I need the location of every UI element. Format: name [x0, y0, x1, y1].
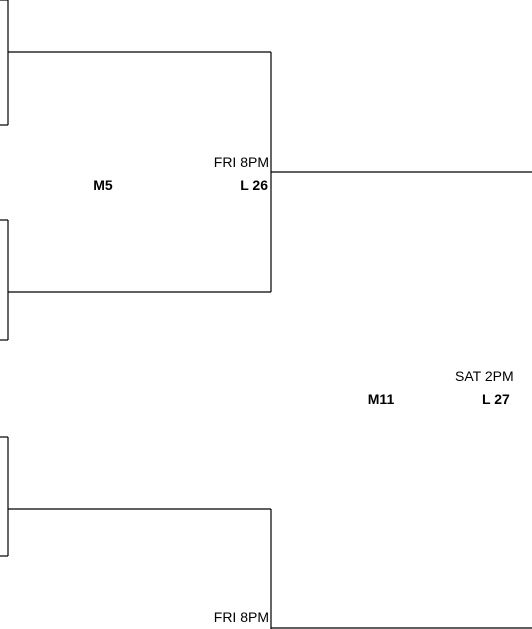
bracket-lower	[8, 509, 532, 629]
match-lower-time: FRI 8PM	[213, 609, 269, 625]
bracket-feed-top-b	[0, 220, 8, 340]
match-m5-label: M5	[93, 177, 113, 193]
match-m5-location: L 26	[240, 177, 268, 193]
bracket-feed-bottom-a	[0, 437, 8, 556]
bracket-m5	[8, 52, 271, 292]
bracket-feed-top-a	[0, 0, 8, 125]
match-m5-time: FRI 8PM	[213, 154, 269, 170]
match-m11-time: SAT 2PM	[455, 368, 514, 384]
match-m11-location: L 27	[482, 391, 510, 407]
match-m11-label: M11	[367, 391, 395, 407]
